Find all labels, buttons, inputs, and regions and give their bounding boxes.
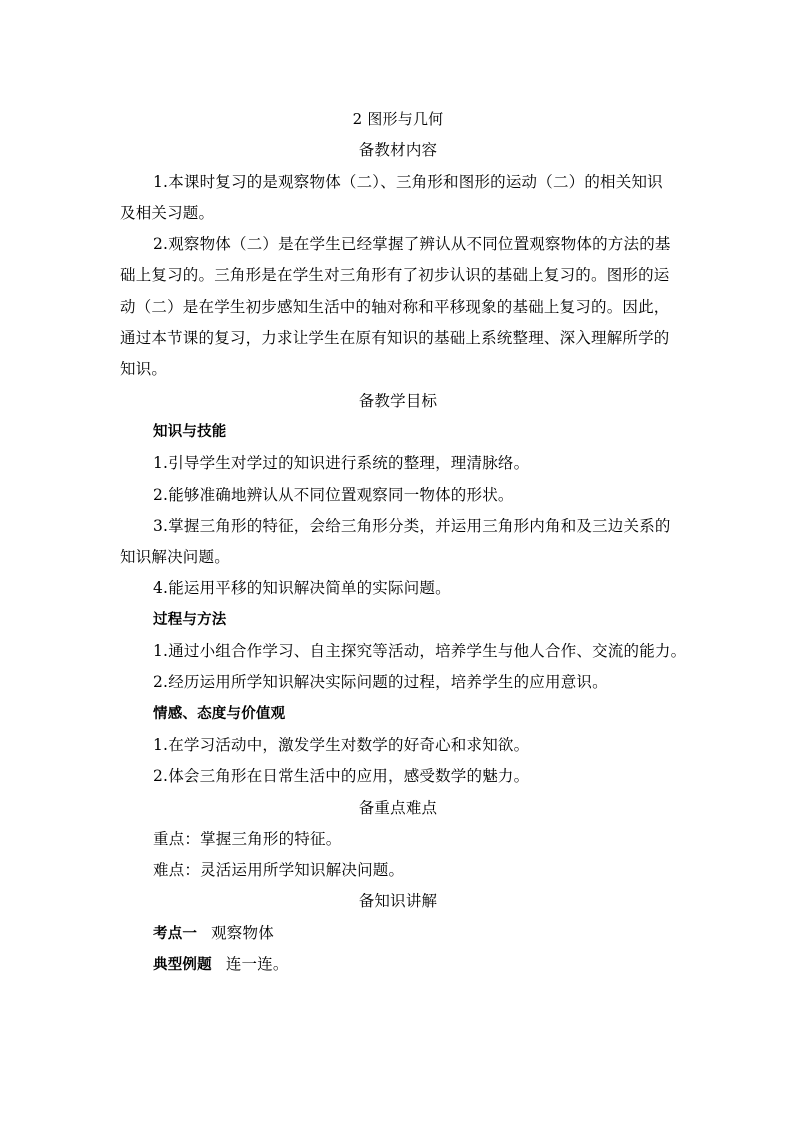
content-paragraph-2-line-5: 知识。 (120, 360, 168, 379)
section-heading-content: 备教材内容 (358, 141, 438, 160)
content-paragraph-2-line-4: 通过本节课的复习，力求让学生在原有知识的基础上系统整理、深入理解所学的 (120, 329, 670, 348)
content-paragraph-2-line-2: 础上复习的。三角形是在学生对三角形有了初步认识的基础上复习的。图形的运 (120, 266, 670, 285)
knowledge-item-1: 1.引导学生对学过的知识进行系统的整理，理清脉络。 (153, 454, 530, 473)
example-label: 典型例题 (153, 957, 212, 974)
knowledge-item-3-line-1: 3.掌握三角形的特征，会给三角形分类，并运用三角形内角和及三边关系的 (153, 516, 671, 535)
example-text: 连一连。 (225, 955, 289, 974)
process-item-1: 1.通过小组合作学习、自主探究等活动，培养学生与他人合作、交流的能力。 (153, 642, 687, 661)
section-heading-explain: 备知识讲解 (358, 892, 438, 911)
content-paragraph-1-line-2: 及相关习题。 (120, 203, 215, 222)
knowledge-item-4: 4.能运用平移的知识解决简单的实际问题。 (153, 579, 451, 598)
knowledge-item-2: 2.能够准确地辨认从不同位置观察同一物体的形状。 (153, 485, 514, 504)
knowledge-item-3-line-2: 知识解决问题。 (120, 548, 230, 567)
section-heading-keypoints: 备重点难点 (358, 798, 438, 817)
document-title: 2 图形与几何 (352, 110, 444, 128)
emotion-item-1: 1.在学习活动中，激发学生对数学的好奇心和求知欲。 (153, 735, 530, 754)
document-page (120, 104, 687, 980)
exam-point-label: 考点一 (153, 925, 198, 942)
emotion-item-2: 2.体会三角形在日常生活中的应用，感受数学的魅力。 (153, 767, 530, 786)
subheading-process: 过程与方法 (153, 611, 227, 628)
exam-point-1 (120, 918, 676, 949)
exam-point-title: 观察物体 (211, 923, 274, 942)
subheading-knowledge: 知识与技能 (153, 423, 227, 440)
key-point: 重点：掌握三角形的特征。 (153, 829, 342, 848)
example-line (120, 949, 676, 980)
subheading-emotion: 情感、态度与价值观 (153, 705, 286, 722)
section-heading-goals: 备教学目标 (358, 391, 438, 410)
content-paragraph-2-line-1: 2.观察物体（二）是在学生已经掌握了辨认从不同位置观察物体的方法的基 (153, 235, 671, 254)
content-paragraph-2-line-3: 动（二）是在学生初步感知生活中的轴对称和平移现象的基础上复习的。因此， (120, 297, 670, 316)
difficult-point: 难点：灵活运用所学知识解决问题。 (153, 861, 405, 880)
content-paragraph-1-line-1: 1.本课时复习的是观察物体（二）、三角形和图形的运动（二）的相关知识 (153, 172, 663, 191)
process-item-2: 2.经历运用所学知识解决实际问题的过程，培养学生的应用意识。 (153, 673, 608, 692)
